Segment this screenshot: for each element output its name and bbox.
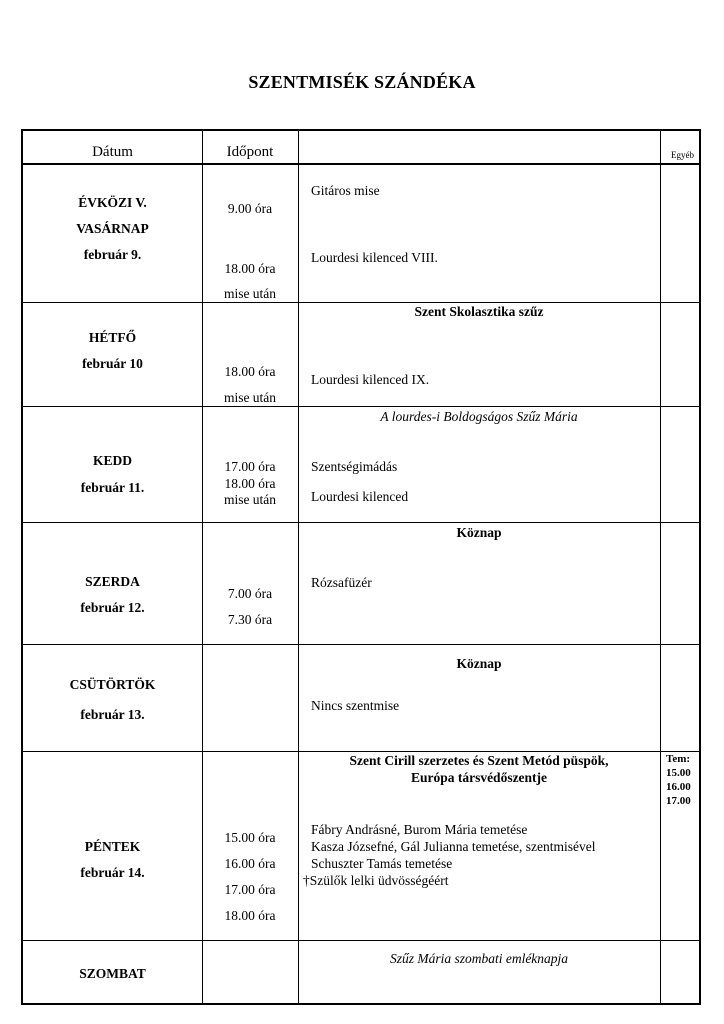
row-divider — [23, 644, 699, 645]
row-divider — [23, 302, 699, 303]
intention-text: Lourdesi kilenced IX. — [311, 372, 430, 387]
mass-time: 15.00 óra — [224, 830, 276, 845]
feast-title: Európa társvédőszentje — [410, 770, 548, 785]
day-name: KEDD — [92, 453, 132, 468]
row-divider — [23, 751, 699, 752]
header-date: Dátum — [92, 144, 133, 160]
mass-time: 18.00 óra — [224, 261, 276, 276]
feast-title: Köznap — [456, 656, 502, 671]
intention-text: Gitáros mise — [311, 183, 380, 198]
day-name: HÉTFŐ — [88, 330, 137, 345]
day-name: SZERDA — [85, 574, 140, 589]
day-name: VASÁRNAP — [76, 221, 149, 236]
other-note: 15.00 — [666, 767, 691, 779]
feast-title: A lourdes-i Boldogságos Szűz Mária — [380, 409, 578, 424]
intention-text: Lourdesi kilenced — [311, 489, 409, 504]
intention-text: Rózsafüzér — [311, 575, 372, 590]
row-divider — [23, 940, 699, 941]
intention-text: Schuszter Tamás temetése — [311, 856, 453, 871]
row-divider — [23, 406, 699, 407]
column-divider — [298, 131, 299, 1003]
intention-text: Kasza Józsefné, Gál Julianna temetése, szentmisével — [311, 839, 596, 854]
mass-time: mise után — [223, 286, 277, 301]
day-date: február 14. — [80, 865, 145, 880]
mass-time: 18.00 óra — [224, 476, 276, 491]
mass-time: 17.00 óra — [224, 459, 276, 474]
mass-time: 16.00 óra — [224, 856, 276, 871]
day-name: SZOMBAT — [79, 966, 146, 981]
day-name: ÉVKÖZI V. — [78, 195, 147, 210]
other-note: 17.00 — [666, 795, 691, 807]
day-date: február 12. — [80, 600, 145, 615]
day-date: február 11. — [80, 480, 145, 495]
day-date: február 13. — [80, 707, 145, 722]
mass-time: 9.00 óra — [227, 201, 273, 216]
mass-time: 17.00 óra — [224, 882, 276, 897]
intention-text: †Szülők lelki üdvösségéért — [303, 873, 449, 888]
header-divider — [23, 163, 699, 165]
mass-time: 7.00 óra — [227, 586, 273, 601]
intention-text: Fábry Andrásné, Burom Mária temetése — [311, 822, 528, 837]
day-date: február 10 — [82, 356, 143, 371]
intention-text: Szentségimádás — [311, 459, 398, 474]
intention-text: Lourdesi kilenced VIII. — [311, 250, 438, 265]
header-time: Időpont — [226, 144, 274, 160]
intention-text: Nincs szentmise — [311, 698, 400, 713]
feast-title: Szent Cirill szerzetes és Szent Metód püspök, — [349, 753, 609, 768]
page-title: SZENTMISÉK SZÁNDÉKA — [248, 72, 476, 92]
mass-time: mise után — [223, 492, 277, 507]
other-note: 16.00 — [666, 781, 691, 793]
column-divider — [660, 131, 661, 1003]
feast-title: Köznap — [456, 525, 502, 540]
other-note: Tem: — [666, 753, 691, 765]
mass-time: 7.30 óra — [227, 612, 273, 627]
mass-time: 18.00 óra — [224, 364, 276, 379]
day-name: PÉNTEK — [84, 839, 141, 854]
schedule-table — [21, 129, 701, 1005]
feast-title: Szent Skolasztika szűz — [414, 304, 544, 319]
mass-time: mise után — [223, 390, 277, 405]
day-name: CSÜTÖRTÖK — [69, 677, 156, 692]
day-date: február 9. — [83, 247, 142, 262]
header-other: Egyéb — [671, 150, 694, 160]
mass-time: 18.00 óra — [224, 908, 276, 923]
row-divider — [23, 522, 699, 523]
feast-title: Szűz Mária szombati emléknapja — [389, 951, 569, 966]
